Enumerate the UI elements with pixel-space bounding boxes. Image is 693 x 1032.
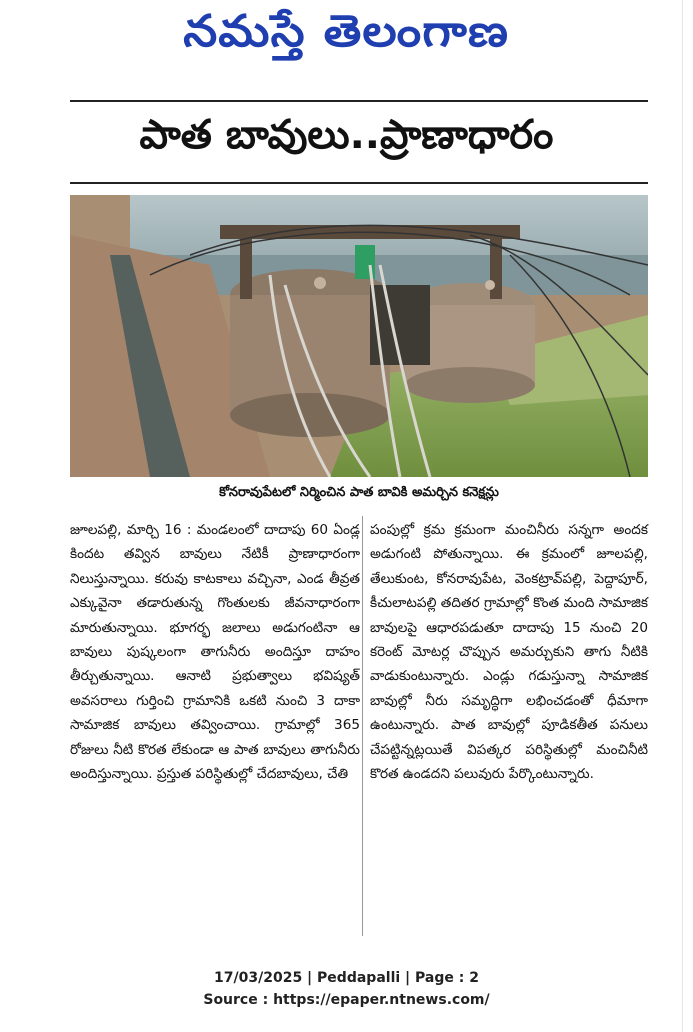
article-photo xyxy=(70,195,648,477)
headline-top-rule xyxy=(70,100,648,102)
article-column-right: పంపుల్లో క్రమ క్రమంగా మంచినీరు సన్నగా అందక అడుగంటి పోతున్నాయి. ఈ క్రమంలో జూలపల్లి, తేలుకుంట, కోనరావుపేట, వెంకట్రావ్‌పల్లి, పెద్దాపూర్, కీచులాటపల్లి తదితర గ్రామాల్లో కొంత మంది సామాజిక బావులపై ఆధారపడుతూ దాదాపు 15 నుంచి 20 కరెంట్ మోటర్ల చొప్పున అమర్చుకుని తాగు నీటికి వాడుకుంటున్నారు. ఎండ్లు గడుస్తున్నా సామాజిక బావుల్లో నీరు సమృద్ధిగా లభించడంతో ధీమాగా ఉంటున్నారు. పాత బావుల్లో పూడికతీత పనులు చేపట్టిన్నట్లయితే విపత్కర పరిస్థితుల్లో మంచినీటి కొరత ఉండదని పలువురు పేర్కొంటున్నారు. xyxy=(370,522,649,783)
article-headline: పాత బావులు..ప్రాణాధారం xyxy=(139,112,554,158)
photo-caption: కోనరావుపేటలో నిర్మించిన పాత బావికి అమర్చిన కనెక్షన్లు xyxy=(219,485,499,500)
footer-source[interactable]: Source : https://epaper.ntnews.com/ xyxy=(203,992,490,1008)
column-divider xyxy=(362,516,363,936)
headline-bottom-rule xyxy=(70,182,648,184)
old-well-photo xyxy=(70,195,648,477)
footer-meta: 17/03/2025 | Peddapalli | Page : 2 xyxy=(214,970,479,986)
newspaper-masthead xyxy=(0,0,693,72)
article-column-left: జూలపల్లి, మార్చి 16 : మండలంలో దాదాపు 60 ఏండ్ల కిందట తవ్విన బావులు నేటికీ ప్రాణాధారంగా నిలుస్తున్నాయి. కరువు కాటకాలు వచ్చినా, ఎండ తీవ్రత ఎక్కువైనా తడారుతున్న గొంతులకు జీవనాధారంగా మారుతున్నాయి. భూగర్భ జలాలు అడుగంటినా ఆ బావులు పుష్కలంగా తాగునీరు అందిస్తూ దాహం తీర్చుతున్నాయి. ఆనాటి ప్రభుత్వాలు భవిష్యత్ అవసరాలు గుర్తించి గ్రామానికి ఒకటి నుంచి 3 దాకా సామాజిక బావులు తవ్వించాయి. గ్రామాల్లో 365 రోజులు నీటి కొరత లేకుండా ఆ పాత బావులు తాగునీరు అందిస్తున్నాయి. ప్రస్తుత పరిస్థితుల్లో చేదబావులు, చేతి xyxy=(70,522,360,783)
masthead-title: నమస్తే తెలంగాణ xyxy=(183,6,510,57)
